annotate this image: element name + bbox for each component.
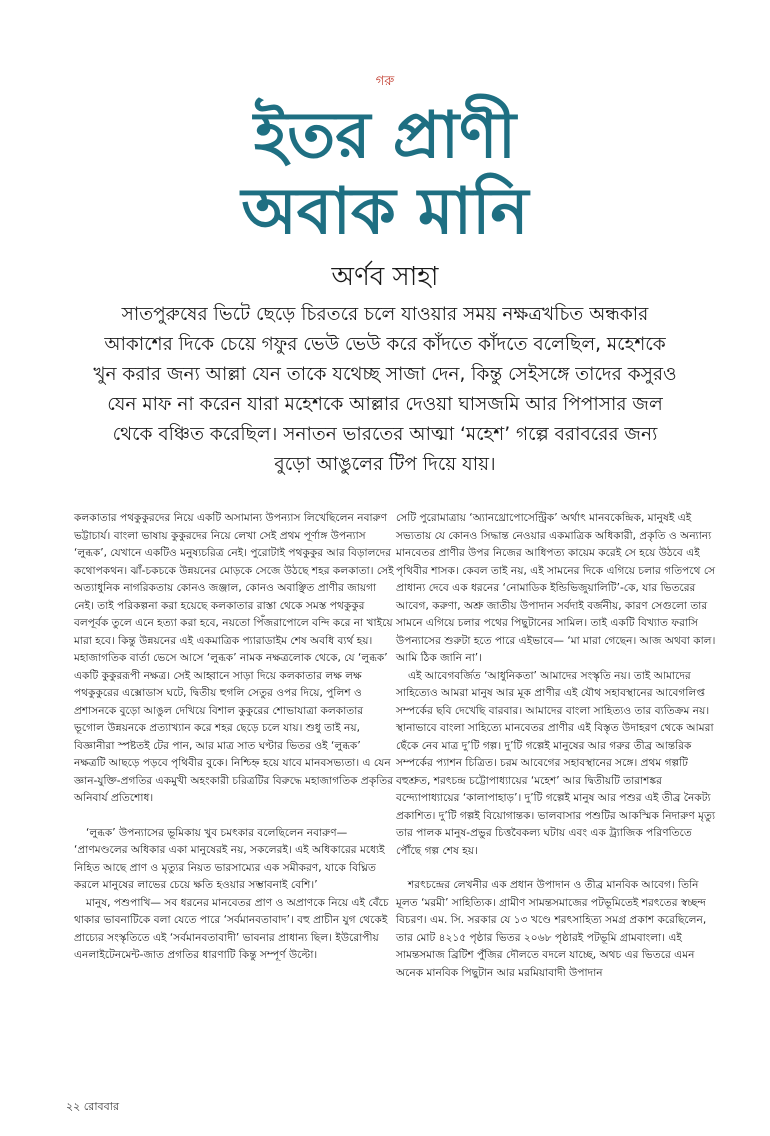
title-line-1: ইতর প্রাণী xyxy=(253,99,517,173)
article-title xyxy=(0,98,770,250)
body-paragraph: কলকাতার পথকুকুরদের নিয়ে একটি অসামান্য উপন্যাস লিখেছিলেন নবারুণ ভট্টাচার্য। বাংলা ভাষায় কুকুরদের নিয়ে লেখা সেই প্রথম পূর্ণাঙ্গ উপন্যাস ‘লুব্ধক’, যেখানে একটিও মনুষ্যচরিত্র নেই। পুরোটাই পথকুকুর আর বিড়ালদের কথোপকথন। ঝাঁ-চকচকে উন্নয়নের মোড়কে সেজে উঠছে শহর কলকাতা। সেই অত্যাধুনিক নাগরিকতায় কোনও জঞ্জাল, কোনও অবাঞ্ছিত প্রাণীর জায়গা নেই। তাই পরিকল্পনা করা হয়েছে কলকাতার রাস্তা থেকে সমস্ত পথকুকুর বলপূর্বক তুলে এনে হত্যা করা হবে, নয়তো পিঁজরাপোলে বন্দি করে না খাইয়ে মারা হবে। কিন্তু উন্নয়নের এই একমাত্রিক প্যারাডাইম শেষ অবধি ব্যর্থ হয়। মহাজাগতিক বার্তা ভেসে আসে ‘লুব্ধক’ নামক নক্ষত্রলোক থেকে, যে ‘লুব্ধক’ একটি কুকুররূপী নক্ষত্র। সেই আহ্বানে সাড়া দিয়ে কলকাতার লক্ষ লক্ষ পথকুকুরের এক্সোডাস ঘটে, দ্বিতীয় হুগলি সেতুর ওপর দিয়ে, পুলিশ ও প্রশাসনকে বুড়ো আঙুল দেখিয়ে বিশাল কুকুরের শোভাযাত্রা কলকাতার ভূগোল উন্নয়নকে প্রত্যাখ্যান করে শহর ছেড়ে চলে যায়। শুধু তাই নয়, বিজ্ঞানীরা স্পষ্টতই টের পান, আর মাত্র সাত ঘণ্টার ভিতর ওই ‘লুব্ধক’ নক্ষত্রটি আছড়ে পড়বে পৃথিবীর বুকে। নিশ্চিহ্ন হয়ে যাবে মানবসভ্যতা। এ যেন জ্ঞান-যুক্তি-প্রগতির একমুখী অহংকারী চরিত্রটির বিরুদ্ধে মহাজাগতিক প্রকৃতির অনিবার্য প্রতিশোধ। xyxy=(74,512,394,804)
lede-line: খুন করার জন্য আল্লা যেন তাকে যথেচ্ছ সাজা দেন, কিন্তু সেইসঙ্গে তাদের কসুরও xyxy=(93,364,677,385)
body-column-right xyxy=(396,510,716,982)
lede-line: আকাশের দিকে চেয়ে গফুর ভেউ ভেউ করে কাঁদতে কাঁদতে বলেছিল, মহেশকে xyxy=(104,334,666,355)
body-paragraph: এই আবেগবর্জিত ‘আধুনিকতা’ আমাদের সংস্কৃতি নয়। তাই আমাদের সাহিত্যেও আমরা মানুষ আর মূক প্রাণীর এই যৌথ সহাবস্থানের আবেগলিপ্ত সম্পর্কের ছবি দেখেছি বারবার। আমাদের বাংলা সাহিত্যও তার ব্যতিক্রম নয়। স্থানাভাবে বাংলা সাহিত্যে মানবেতর প্রাণীর এই বিস্তৃত উদাহরণ থেকে আমরা ছেঁকে নেব মাত্র দু’টি গল্প। দু’টি গল্পেই মানুষের আর গরুর তীব্র আন্তরিক সম্পর্কের প্যাশন চিত্রিত। চরম আবেগের সহাবস্থানের সঙ্গে। প্রথম গল্পটি বহুশ্রুত, শরৎচন্দ্র চট্টোপাধ্যায়ের ‘মহেশ’ আর দ্বিতীয়টি তারাশঙ্কর বন্দ্যোপাধ্যায়ের ‘কালাপাহাড়’। দু’টি গল্পেই মানুষ আর পশুর এই তীব্র নৈকট্য প্রকাশিত। দু’টি গল্পই বিয়োগান্তক। ভালবাসার পশুটির আকস্মিক নিদারুণ মৃত্যু তার পালক মানুষ-প্রভুর চিত্তবৈকল্য ঘটায় এবং এক ট্র্যাজিক পরিণতিতে পৌঁছে গল্প শেষ হয়। xyxy=(396,669,716,857)
body-column-left xyxy=(74,510,394,965)
lede-paragraph xyxy=(70,300,700,480)
body-paragraph: শরৎচন্দ্রের লেখনীর এক প্রধান উপাদান ও তীব্র মানবিক আবেগ। তিনি মূলত ‘মরমী’ সাহিত্যিক। গ্রামীণ সামন্তসমাজের পটভূমিতেই শরৎতের স্বচ্ছন্দ বিচরণ। এম. সি. সরকার যে ১৩ খণ্ডে শরৎসাহিত্য সমগ্র প্রকাশ করেছিলেন, তার মোট ৪২১৫ পৃষ্ঠার ভিতর ২০৬৮ পৃষ্ঠারই পটভূমি গ্রামবাংলা। এই সামন্তসমাজ ব্রিটিশ পুঁজির দৌলতে বদলে যাচ্ছে, অথচ এর ভিতরে এমন অনেক মানবিক পিছুটান আর মরমিয়াবাদী উপাদান xyxy=(396,879,707,979)
author-byline: অর্ণব সাহা xyxy=(331,262,439,292)
page-footer: ২২ রোববার xyxy=(66,1100,119,1113)
section-tag: গরু xyxy=(375,74,395,89)
title-line-2: অবাক মানি xyxy=(241,175,529,249)
lede-line: বুড়ো আঙুলের টিপ দিয়ে যায়। xyxy=(274,454,496,475)
lede-line: থেকে বঞ্চিত করেছিল। সনাতন ভারতের আত্মা ‘মহেশ’ গল্পে বরাবরের জন্য xyxy=(112,424,658,445)
body-paragraph: মানুষ, পশুপাখি— সব ধরনের মানবেতর প্রাণ ও অপ্রাণকে নিয়ে এই বেঁচে থাকার ভাবনাটিকে বলা যেতে পারে ‘সর্বমানবতাবাদ’। বহু প্রাচীন যুগ থেকেই প্রাচ্যের সংস্কৃতিতে এই ‘সর্বমানবতাবাদী’ ভাবনার প্রাধান্য ছিল। ইউরোপীয় এনলাইটেনমেন্ট-জাত প্রগতির ধারণাটি কিন্তু সম্পূর্ণ উল্টো। xyxy=(74,896,389,961)
body-paragraph: ‘লুব্ধক’ উপন্যাসের ভূমিকায় খুব চমৎকার বলেছিলেন নবারুণ— ‘প্রাণমণ্ডলের অধিকার একা মানুষেরই নয়, সকলেরই। এই অধিকারের মধ্যেই নিহিত আছে প্রাণ ও মৃত্যুর নিয়ত ভারসাম্যের এক সমীকরণ, যাকে বিঘ্নিত করলে মানুষের লাভের চেয়ে ক্ষতি হওয়ার সম্ভাবনাই বেশি।’ xyxy=(74,826,385,891)
lede-line: যেন মাফ না করেন যারা মহেশকে আল্লার দেওয়া ঘাসজমি আর পিপাসার জল xyxy=(107,394,663,415)
lede-line: সাতপুরুষের ভিটে ছেড়ে চিরতরে চলে যাওয়ার সময় নক্ষত্রখচিত অন্ধকার xyxy=(121,304,649,325)
body-paragraph: সেটি পুরোমাত্রায় ‘অ্যানথ্রোপোসেন্ট্রিক’ অর্থাৎ মানবকেন্দ্রিক, মানুষই এই সভ্যতায় যে কোনও সিদ্ধান্ত নেওয়ার একমাত্রিক অধিকারী, প্রকৃতি ও অন্যান্য মানবেতর প্রাণীর উপর নিজের আধিপত্য কায়েম করেই সে হয়ে উঠবে এই পৃথিবীর শাসক। কেবল তাই নয়, এই সামনের দিকে এগিয়ে চলার গতিপথে সে প্রাধান্য দেবে এক ধরনের ‘নোমাডিক ইন্ডিভিজুয়ালিটি’-কে, যার ভিতরের আবেগ, করুণা, অশ্রু জাতীয় উপাদান সর্বদাই বর্জনীয়, কারণ সেগুলো তার সামনে এগিয়ে চলার পথের পিছুটানের সামিল। তাই একটি বিখ্যাত ফরাসি উপন্যাসের শুরুটা হতে পারে এইভাবে— ‘মা মারা গেছেন। আজ অথবা কাল। আমি ঠিক জানি না’। xyxy=(396,512,716,664)
